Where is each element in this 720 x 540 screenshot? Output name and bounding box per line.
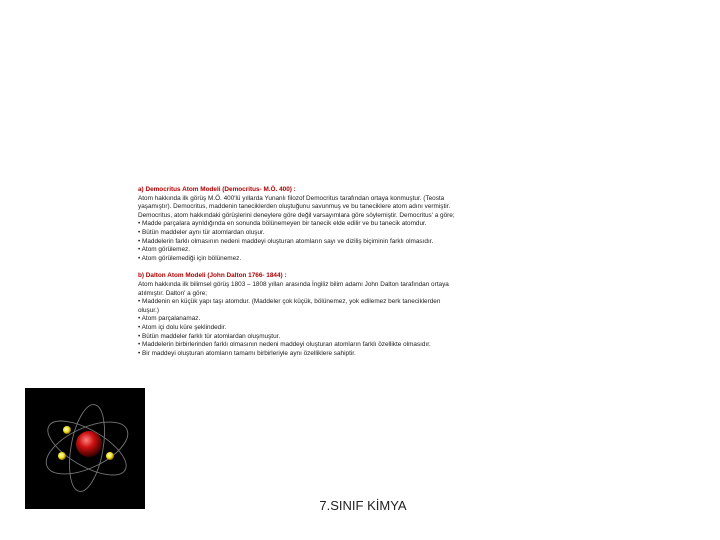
text-line: Atom hakkında ilk bilimsel görüş 1803 – 1808 yılları arasında İngiliz bilim adamı John Dalton tarafından ortaya [138, 280, 449, 288]
text-line: • Bütün maddeler aynı tür atomlardan oluşur. [138, 228, 265, 236]
text-line: • Atom içi dolu küre şeklindedir. [138, 323, 227, 331]
text-line: • Maddelerin birbirlerinden farklı olmasının nedeni maddeyi oluşturan atomların farklı özellikte olmasıdır. [138, 341, 431, 349]
text-line: Atom hakkında ilk görüş M.Ö. 400'lü yıllarda Yunanlı filozof Democritus tarafından ortaya konmuştur. (Teosta [138, 194, 445, 202]
democritus-section [138, 186, 578, 263]
text-line: oluşur.) [138, 306, 159, 314]
section-heading: a) Democritus Atom Modeli (Democritus- M.Ö. 400) : [138, 186, 296, 193]
text-line: Democritus, atom hakkındaki görüşlerini deneylere göre değil varsayımlara göre söylemiştir. Democritus' a göre; [138, 211, 455, 219]
nucleus [76, 431, 102, 457]
text-line: • Madde parçalara ayrıldığında en sonunda bölünemeyen bir tanecik elde edilir ve bu tanecik atomdur. [138, 220, 427, 228]
text-line: • Atom görülemez. [138, 246, 190, 254]
text-line: • Bir maddeyi oluşturan atomların tamamı birbirleriyle aynı özelliklere sahiptir. [138, 349, 356, 357]
footer-title: 7.SINIF KİMYA [319, 498, 407, 513]
electron [106, 452, 114, 460]
atom-icon [25, 388, 145, 509]
text-line: • Atom görülemediği için bölünemez. [138, 254, 242, 262]
text-line: • Bütün maddeler farklı tür atomlardan oluşmuştur. [138, 332, 281, 340]
electron [58, 452, 66, 460]
text-line: • Maddelerin farklı olmasının nedeni maddeyi oluşturan atomların sayı ve diziliş biçiminin farklı olmasıdır. [138, 237, 434, 245]
text-line: • Atom parçalanamaz. [138, 315, 201, 323]
electron [63, 426, 71, 434]
document-text-block [138, 186, 578, 367]
section-heading: b) Dalton Atom Modeli (John Dalton 1766- 1844) : [138, 272, 287, 280]
atom-illustration [25, 388, 145, 509]
text-line: • Maddenin en küçük yapı taşı atomdur. (Maddeler çok küçük, bölünemez, yok edilemez berk taneciklerden [138, 298, 441, 306]
text-line: atılmıştır. Dalton' a göre; [138, 289, 208, 297]
dalton-section [138, 272, 578, 358]
text-line: yaşamıştır). Democritus, maddenin taneciklerden oluştuğunu savunmuş ve bu taneciklere atom adını vermiştir. [138, 203, 451, 211]
